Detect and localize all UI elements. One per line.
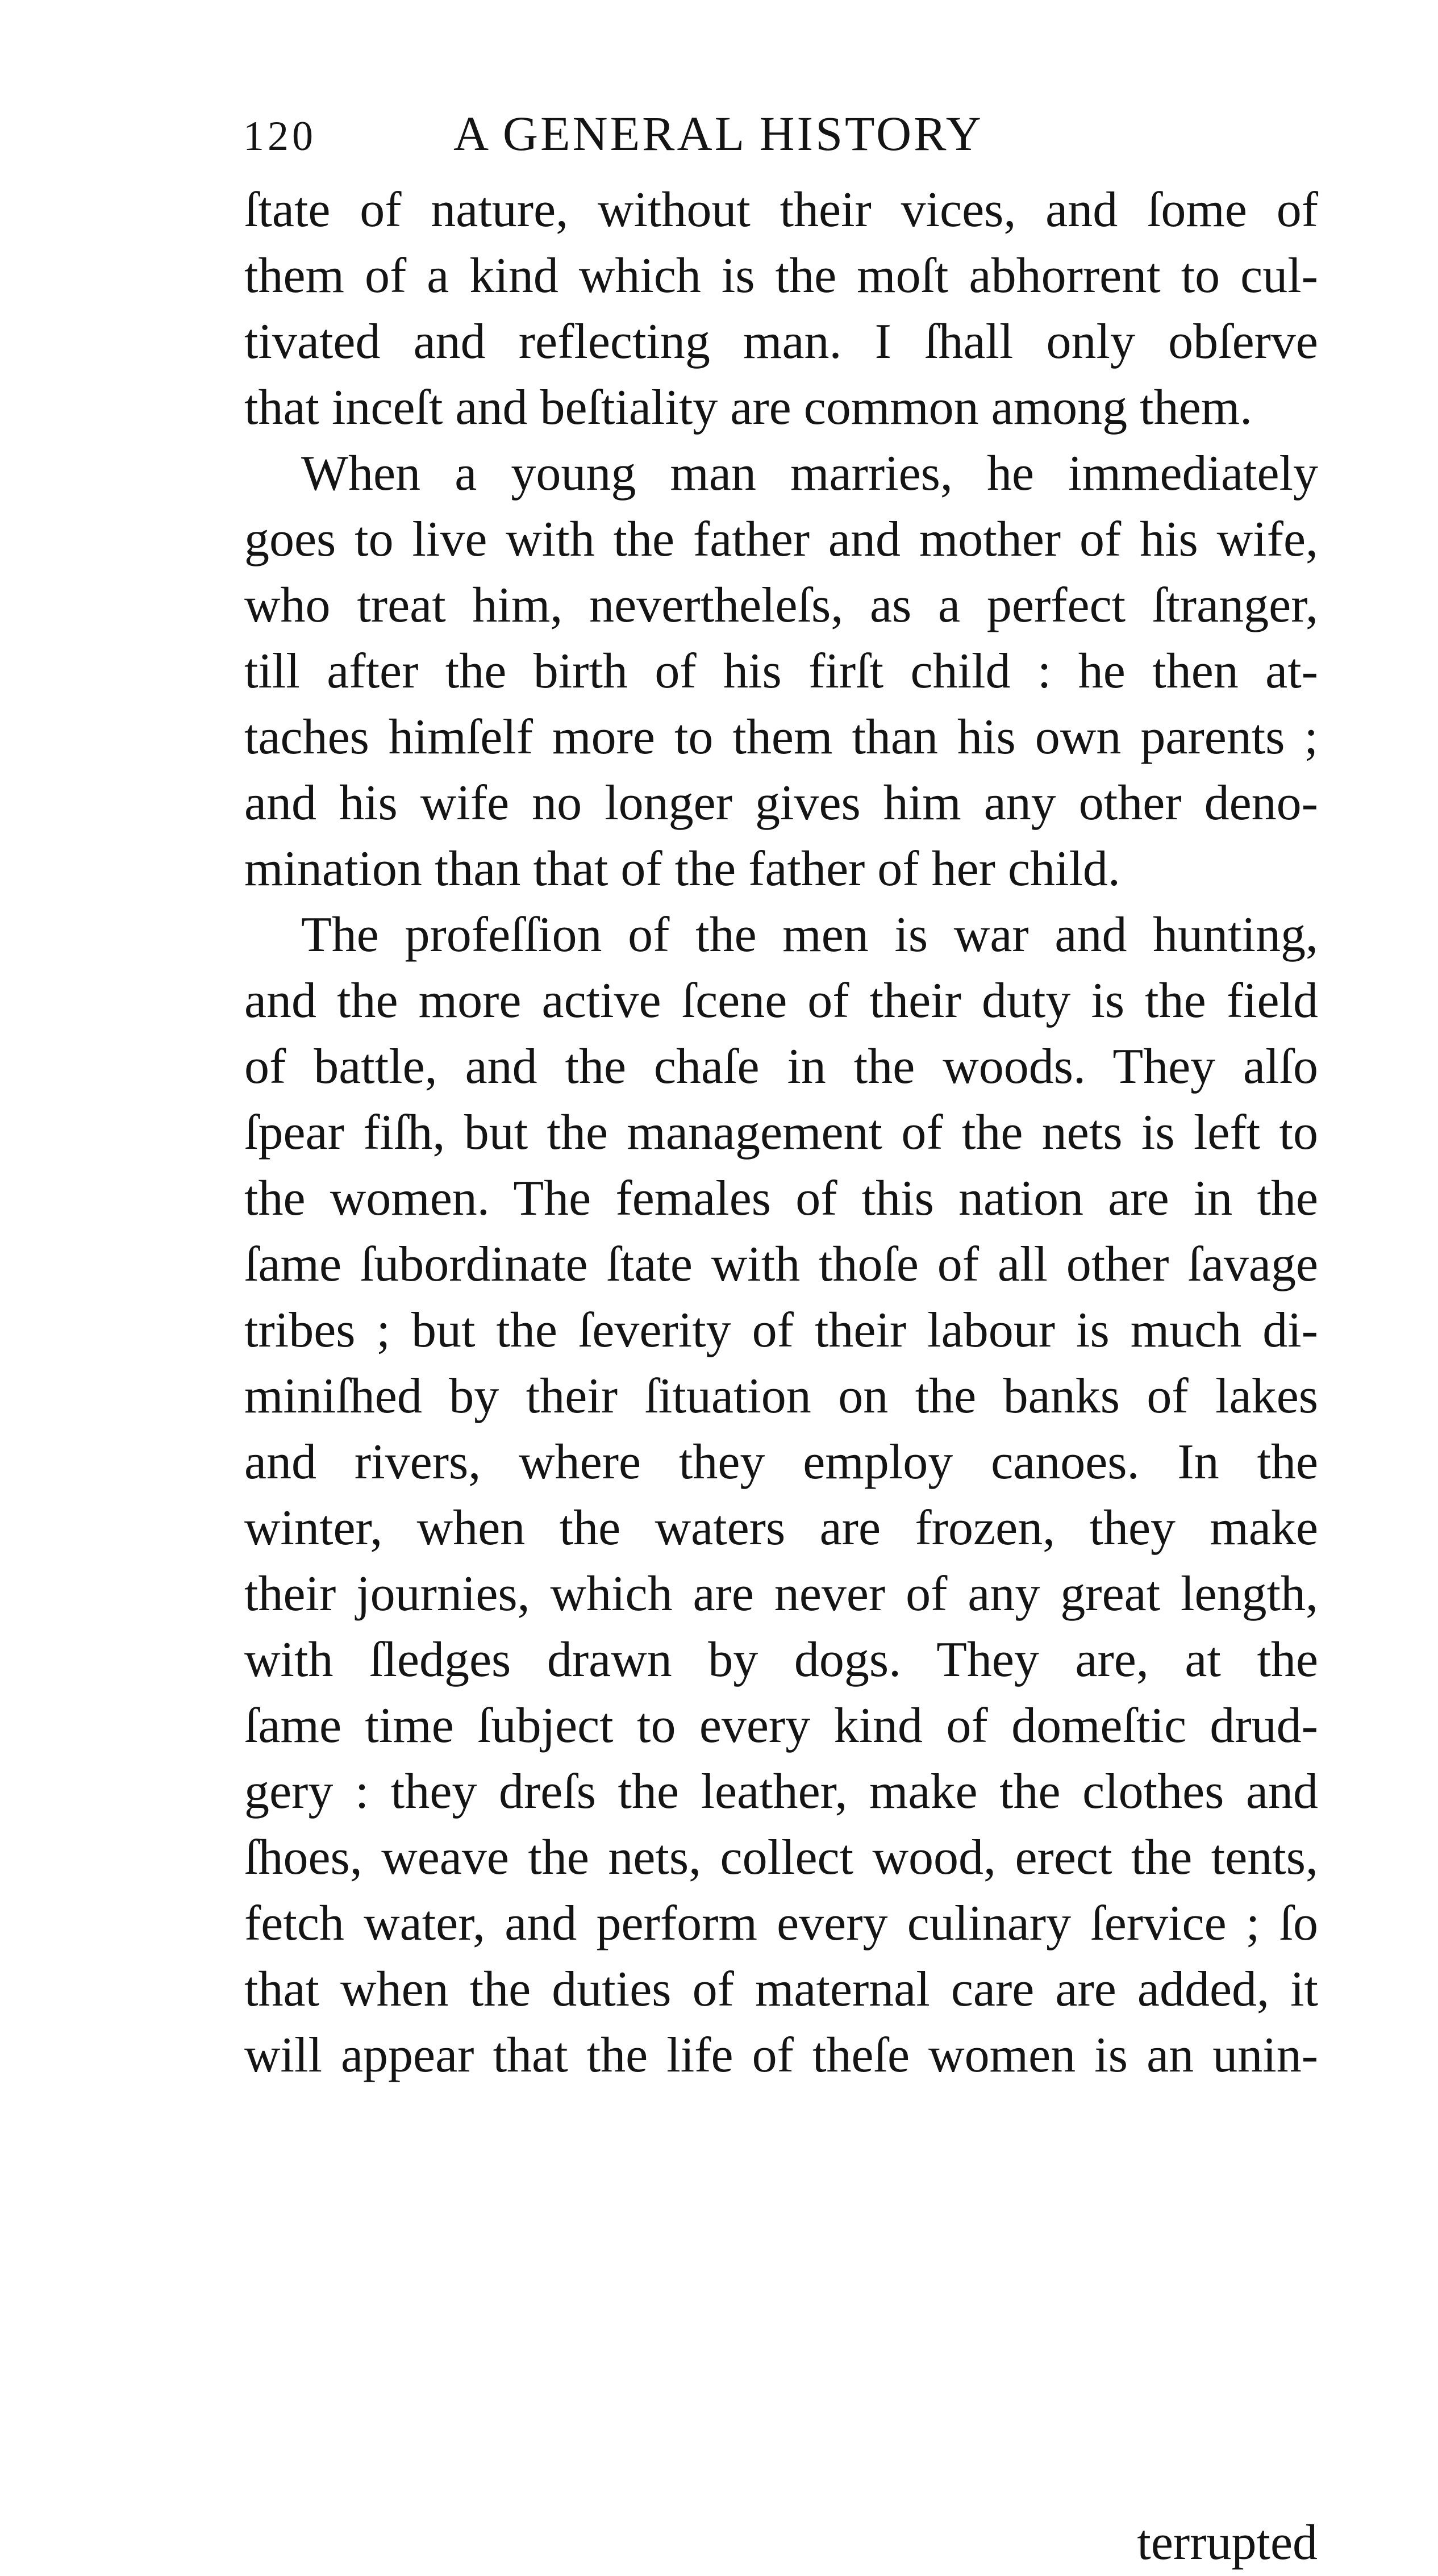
text-line: goes to live with the father and mother of his wife, [244, 512, 1318, 567]
text-line: When a young man marries, he immediately [301, 446, 1318, 501]
text-line: tribes ; but the ſeverity of their labour is much di- [244, 1303, 1318, 1358]
page-number: 120 [243, 113, 316, 160]
text-line: gery : they dreſs the leather, make the clothes and [244, 1764, 1318, 1819]
text-line: till after the birth of his firſt child : he then at- [244, 644, 1318, 699]
page-header [243, 97, 1129, 170]
text-line: fetch water, and perform every culinary ſervice ; ſo [244, 1896, 1318, 1951]
text-line: with ſledges drawn by dogs. They are, at the [244, 1632, 1318, 1687]
text-line: and the more active ſcene of their duty is the field [244, 973, 1318, 1028]
text-line: ſtate of nature, without their vices, and ſome of [244, 182, 1318, 237]
text-line: ſame ſubordinate ſtate with thoſe of all other ſavage [244, 1237, 1318, 1292]
text-line: taches himſelf more to them than his own parents ; [244, 710, 1318, 765]
text-line: and rivers, where they employ canoes. In the [244, 1435, 1318, 1490]
text-line: their journies, which are never of any great length, [244, 1566, 1318, 1622]
text-line: who treat him, nevertheleſs, as a perfect ſtranger, [244, 578, 1318, 633]
catchword: terrupted [1137, 2515, 1318, 2570]
text-line: winter, when the waters are frozen, they make [244, 1500, 1318, 1556]
text-line: that when the duties of maternal care are added, it [244, 1962, 1318, 2017]
text-line: of battle, and the chaſe in the woods. They alſo [244, 1039, 1318, 1094]
text-line: tivated and reflecting man. I ſhall only obſerve [244, 314, 1318, 369]
catchword-container [1137, 2510, 1318, 2576]
text-line: that inceſt and beſtiality are common among them. [244, 380, 1253, 435]
text-line: the women. The females of this nation are in the [244, 1171, 1318, 1226]
text-line: them of a kind which is the moſt abhorrent to cul- [244, 248, 1318, 303]
text-line: The profeſſion of the men is war and hunting, [301, 907, 1318, 962]
text-line: ſpear fiſh, but the management of the nets is left to [244, 1105, 1318, 1160]
body-text [244, 177, 1318, 2089]
text-line: ſame time ſubject to every kind of domeſtic drud- [244, 1698, 1318, 1753]
text-line: miniſhed by their ſituation on the banks of lakes [244, 1369, 1318, 1424]
text-line: ſhoes, weave the nets, collect wood, erect the tents, [244, 1830, 1318, 1885]
running-head: A GENERAL HISTORY [453, 106, 983, 161]
text-line: mination than that of the father of her child. [244, 841, 1120, 897]
text-line: will appear that the life of theſe women is an unin- [244, 2028, 1318, 2083]
text-line: and his wife no longer gives him any other deno- [244, 776, 1318, 831]
